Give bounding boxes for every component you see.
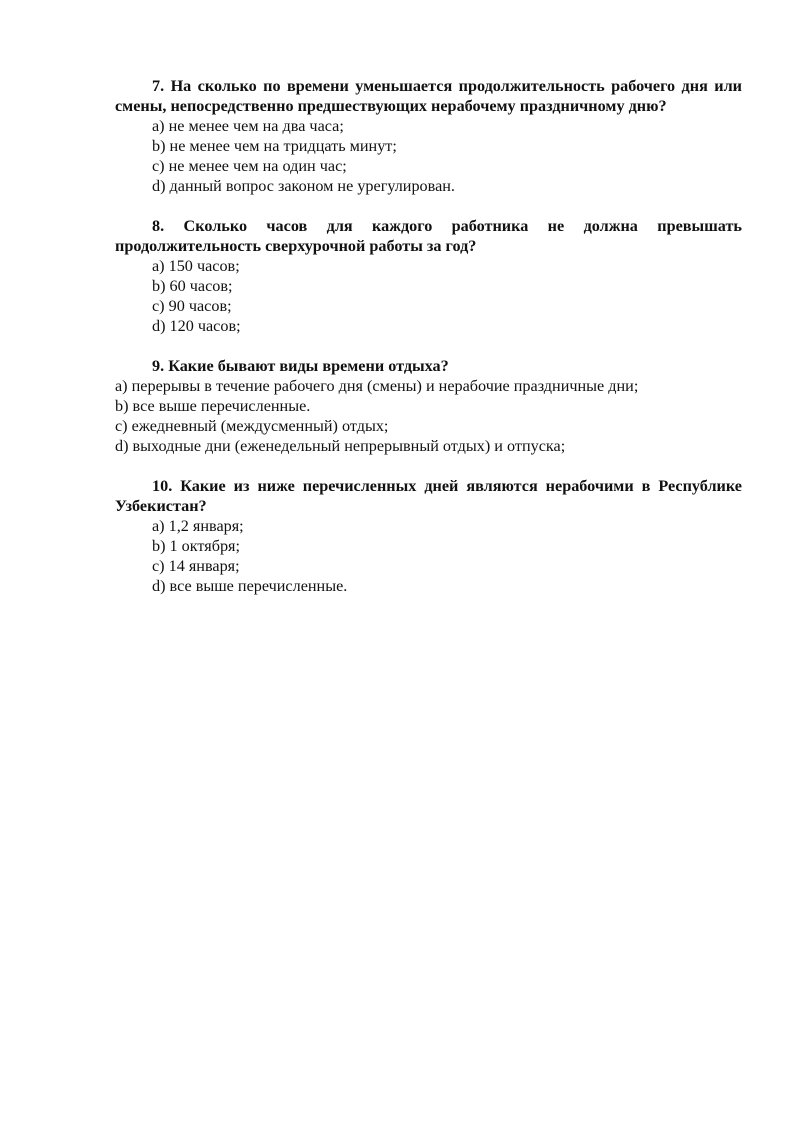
answer-option-a: a) перерывы в течение рабочего дня (смены) и нерабочие праздничные дни; [115, 377, 639, 395]
answer-list [115, 376, 742, 456]
answer-option-d: d) выходные дни (еженедельный непрерывный отдых) и отпуска; [115, 437, 566, 455]
answer-option-c: c) ежедневный (междусменный) отдых; [115, 417, 389, 435]
answer-list [115, 116, 742, 196]
answer-option-a: a) не менее чем на два часа; [152, 117, 344, 135]
question-7 [115, 76, 742, 196]
answer-option-c: c) 14 января; [152, 557, 240, 575]
answer-option-b: b) 60 часов; [152, 277, 233, 295]
answer-option-b: b) 1 октября; [152, 537, 240, 555]
answer-option-d: d) 120 часов; [152, 317, 241, 335]
question-8 [115, 216, 742, 336]
answer-list [115, 256, 742, 336]
answer-list [115, 516, 742, 596]
answer-option-b: b) не менее чем на тридцать минут; [152, 137, 397, 155]
answer-option-b: b) все выше перечисленные. [115, 397, 311, 415]
question-text: 9. Какие бывают виды времени отдыха? [152, 357, 449, 375]
document-body [115, 76, 742, 616]
question-10 [115, 476, 742, 596]
answer-option-a: a) 150 часов; [152, 257, 240, 275]
answer-option-a: a) 1,2 января; [152, 517, 244, 535]
question-text: 7. На сколько по времени уменьшается продолжительность рабочего дня или смены, непосредственно предшествующих нерабочему праздничному дню? [115, 77, 742, 115]
question-9 [115, 356, 742, 456]
question-text: 8. Сколько часов для каждого работника не должна превышать продолжительность сверхурочной работы за год? [115, 217, 742, 255]
answer-option-d: d) все выше перечисленные. [152, 577, 348, 595]
answer-option-d: d) данный вопрос законом не урегулирован. [152, 177, 455, 195]
answer-option-c: c) 90 часов; [152, 297, 232, 315]
question-text: 10. Какие из ниже перечисленных дней являются нерабочими в Республике Узбекистан? [115, 477, 742, 515]
answer-option-c: c) не менее чем на один час; [152, 157, 347, 175]
